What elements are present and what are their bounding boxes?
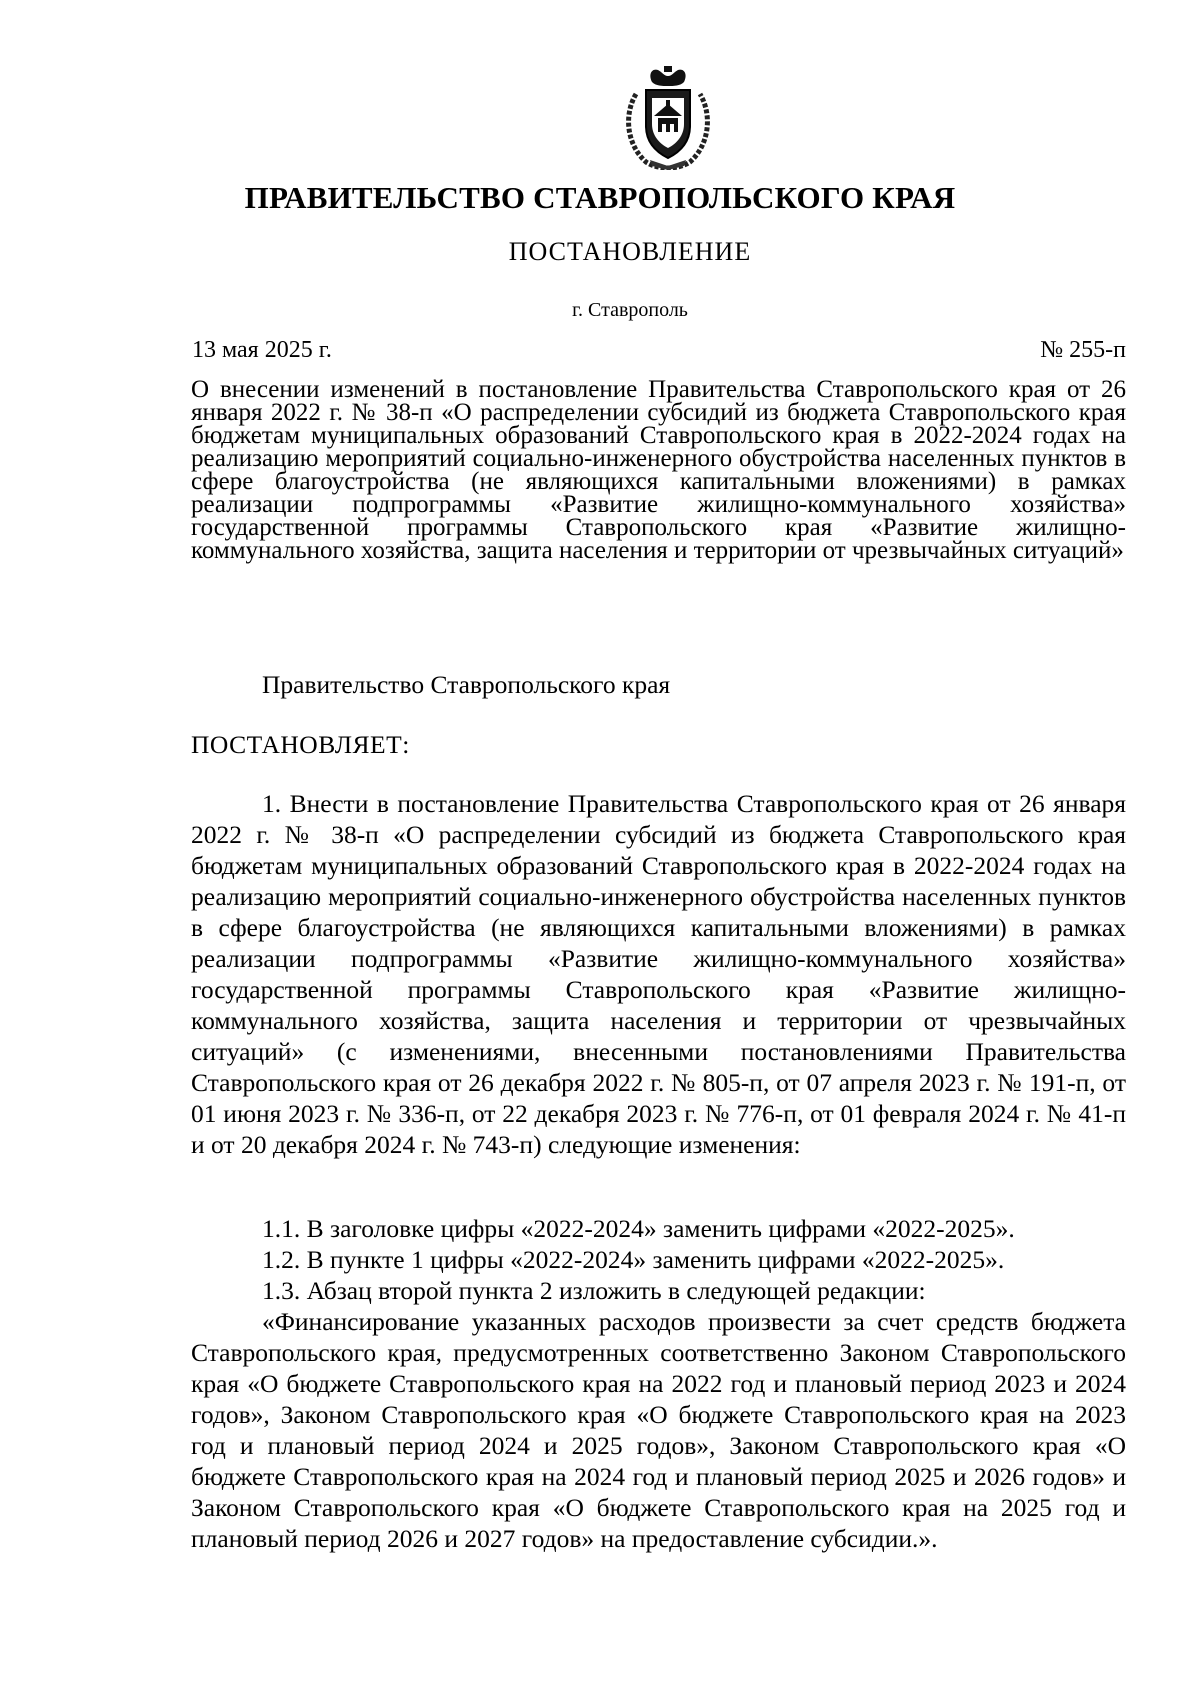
issuer: Правительство Ставропольского края	[262, 670, 671, 699]
document-title: О внесении изменений в постановление Правительства Ставропольского края от 26 января 2022 г. № 38-п «О распределении субсидий из бюджета Ставропольского края бюджетам муниципальных образований Ставропольского края в 2022-2024 годах на реализацию мероприятий социально-инженерного обустройства населенных пунктов в сфере благоустройства (не являющихся капитальными вложениями) в рамках реализации подпрограммы «Развитие жилищно-коммунального хозяйства» государственной программы Ставропольского края «Развитие жилищно-коммунального хозяйства, защита населения и территории от чрезвычайных ситуаций»	[191, 376, 1126, 564]
document-date: 13 мая 2025 г.	[192, 337, 332, 363]
resolves-heading: ПОСТАНОВЛЯЕТ:	[191, 730, 410, 759]
quoted-paragraph: «Финансирование указанных расходов произвести за счет средств бюджета Ставропольского края, предусмотренных соответственно Законом Ставропольского края «О бюджете Ставропольского края на 2022 год и плановый период 2023 и 2024 годов», Законом Ставропольского края «О бюджете Ставропольского края на 2023 год и плановый период 2024 и 2025 годов», Законом Ставропольского края «О бюджете Ставропольского края на 2024 год и плановый период 2025 и 2026 годов» и Законом Ставропольского края «О бюджете Ставропольского края на 2025 год и плановый период 2026 и 2027 годов» на предоставление субсидии.».	[191, 1307, 1126, 1553]
document-type: ПОСТАНОВЛЕНИЕ	[508, 237, 752, 266]
item-1-2: 1.2. В пункте 1 цифры «2022-2024» заменить цифрами «2022-2025».	[262, 1245, 1005, 1274]
organization-title: ПРАВИТЕЛЬСТВО СТАВРОПОЛЬСКОГО КРАЯ	[244, 180, 956, 215]
item-1-1: 1.1. В заголовке цифры «2022-2024» заменить цифрами «2022-2025».	[262, 1214, 1015, 1243]
stavropol-coat-of-arms-icon	[622, 64, 714, 170]
item-1-3: 1.3. Абзац второй пункта 2 изложить в следующей редакции:	[262, 1276, 926, 1305]
document-number: № 255-п	[1040, 337, 1126, 363]
city: г. Ставрополь	[572, 299, 688, 321]
paragraph-1: 1. Внести в постановление Правительства Ставропольского края от 26 января 2022 г. № 38-п «О распределении субсидий из бюджета Ставропольского края бюджетам муниципальных образований Ставропольского края в 2022-2024 годах на реализацию мероприятий социально-инженерного обустройства населенных пунктов в сфере благоустройства (не являющихся капитальными вложениями) в рамках реализации подпрограммы «Развитие жилищно-коммунального хозяйства» государственной программы Ставропольского края «Развитие жилищно-коммунального хозяйства, защита населения и территории от чрезвычайных ситуаций» (с изменениями, внесенными постановлениями Правительства Ставропольского края от 26 декабря 2022 г. № 805-п, от 07 апреля 2023 г. № 191-п, от 01 июня 2023 г. № 336-п, от 22 декабря 2023 г. № 776-п, от 01 февраля 2024 г. № 41-п и от 20 декабря 2024 г. № 743-п) следующие изменения:	[191, 789, 1126, 1159]
